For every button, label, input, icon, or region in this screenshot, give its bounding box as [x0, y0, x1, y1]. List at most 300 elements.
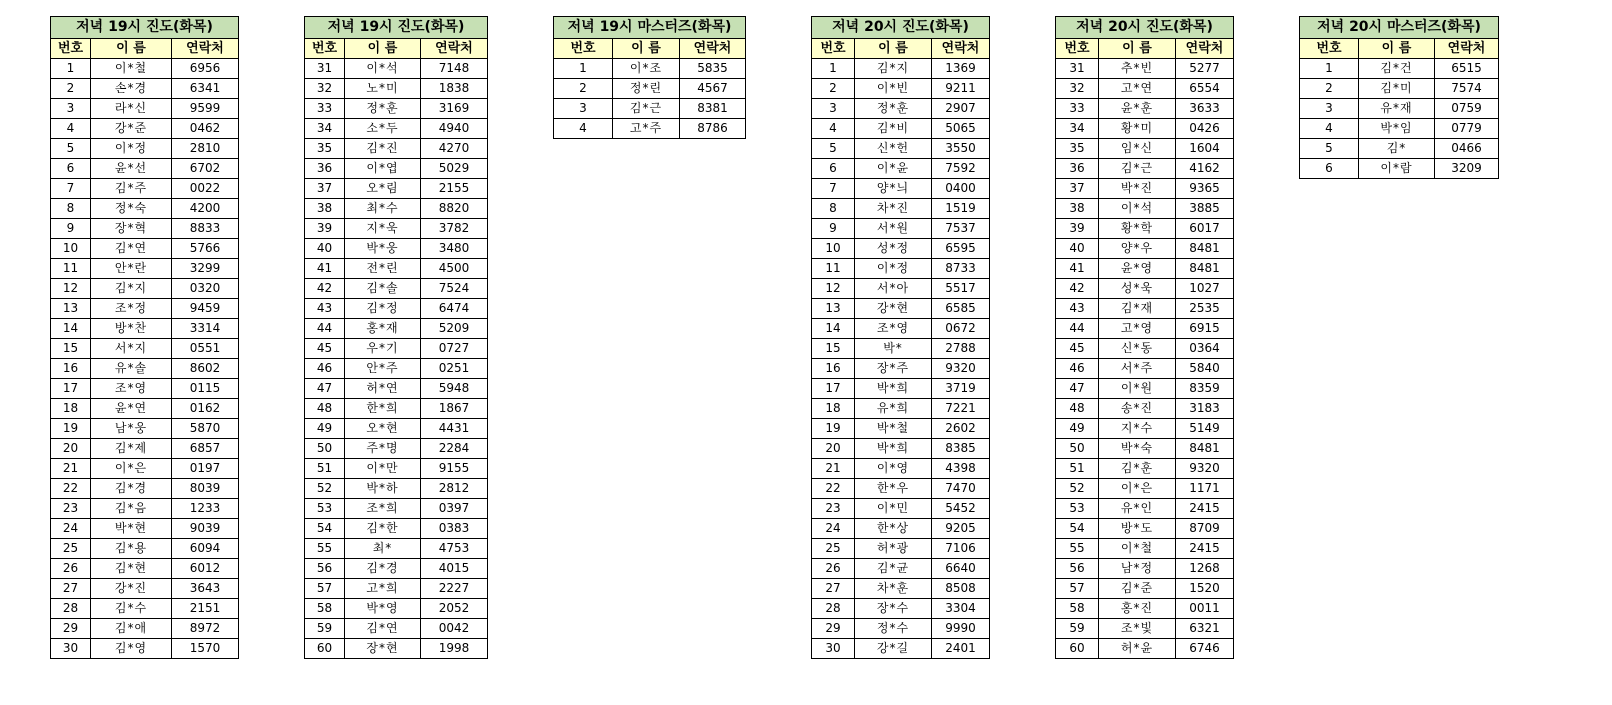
table-row: [812, 119, 990, 139]
member-phone: 0672: [932, 319, 990, 339]
member-phone: 6341: [172, 79, 239, 99]
member-phone: 0400: [932, 179, 990, 199]
row-number: 50: [305, 439, 345, 459]
table-row: [1056, 59, 1234, 79]
table-row: [1056, 479, 1234, 499]
member-phone: 0426: [1176, 119, 1234, 139]
row-number: 14: [51, 319, 91, 339]
table-row: [305, 179, 488, 199]
table-row: [1056, 519, 1234, 539]
member-phone: 5840: [1176, 359, 1234, 379]
member-phone: 4200: [172, 199, 239, 219]
member-phone: 6585: [932, 299, 990, 319]
table-row: [51, 399, 239, 419]
row-number: 13: [51, 299, 91, 319]
member-name: 성*정: [855, 239, 932, 259]
column-header-phone: 연락처: [172, 39, 239, 59]
member-phone: 3304: [932, 599, 990, 619]
table-row: [812, 259, 990, 279]
member-phone: 1171: [1176, 479, 1234, 499]
table-title: 저녁 19시 마스터즈(화목): [554, 17, 746, 39]
member-name: 김*솔: [345, 279, 421, 299]
table-row: [51, 119, 239, 139]
row-number: 49: [305, 419, 345, 439]
roster-table-20-masters: [1299, 16, 1499, 179]
member-phone: 0197: [172, 459, 239, 479]
table-row: [1056, 279, 1234, 299]
column-header-number: 번호: [305, 39, 345, 59]
row-number: 8: [51, 199, 91, 219]
member-name: 박*희: [855, 379, 932, 399]
table-row: [51, 319, 239, 339]
table-row: [51, 379, 239, 399]
row-number: 15: [812, 339, 855, 359]
row-number: 2: [812, 79, 855, 99]
member-phone: 6474: [421, 299, 488, 319]
member-name: 김*미: [1359, 79, 1435, 99]
table-row: [1056, 459, 1234, 479]
roster-table-20-jindo-b: [1055, 16, 1234, 659]
member-name: 이*엽: [345, 159, 421, 179]
table-row: [1056, 139, 1234, 159]
member-phone: 2227: [421, 579, 488, 599]
table-row: [1056, 419, 1234, 439]
row-number: 37: [1056, 179, 1099, 199]
table-row: [812, 399, 990, 419]
member-name: 조*영: [91, 379, 172, 399]
member-name: 지*수: [1099, 419, 1176, 439]
table-row: [305, 459, 488, 479]
row-number: 4: [1300, 119, 1359, 139]
table-row: [51, 439, 239, 459]
row-number: 59: [305, 619, 345, 639]
row-number: 56: [305, 559, 345, 579]
member-name: 김*연: [345, 619, 421, 639]
member-phone: 3314: [172, 319, 239, 339]
row-number: 55: [305, 539, 345, 559]
table-row: [305, 139, 488, 159]
row-number: 28: [51, 599, 91, 619]
table-row: [812, 639, 990, 659]
member-phone: 8733: [932, 259, 990, 279]
member-phone: 5029: [421, 159, 488, 179]
row-number: 48: [305, 399, 345, 419]
table-row: [51, 239, 239, 259]
member-phone: 1519: [932, 199, 990, 219]
member-phone: 9155: [421, 459, 488, 479]
row-number: 16: [51, 359, 91, 379]
row-number: 6: [1300, 159, 1359, 179]
member-phone: 8385: [932, 439, 990, 459]
row-number: 60: [1056, 639, 1099, 659]
member-name: 홍*진: [1099, 599, 1176, 619]
table-row: [812, 519, 990, 539]
table-row: [812, 539, 990, 559]
table-row: [1056, 299, 1234, 319]
member-phone: 8481: [1176, 439, 1234, 459]
roster-table-19-masters: [553, 16, 746, 139]
member-phone: 8709: [1176, 519, 1234, 539]
table-row: [51, 419, 239, 439]
member-phone: 5870: [172, 419, 239, 439]
member-phone: 8602: [172, 359, 239, 379]
row-number: 52: [1056, 479, 1099, 499]
row-number: 9: [812, 219, 855, 239]
table-row: [1300, 159, 1499, 179]
member-name: 김*현: [91, 559, 172, 579]
member-name: 유*인: [1099, 499, 1176, 519]
member-name: 이*철: [1099, 539, 1176, 559]
member-phone: 2907: [932, 99, 990, 119]
table-row: [1300, 79, 1499, 99]
member-phone: 2052: [421, 599, 488, 619]
row-number: 33: [1056, 99, 1099, 119]
member-name: 이*원: [1099, 379, 1176, 399]
member-phone: 0022: [172, 179, 239, 199]
row-number: 57: [1056, 579, 1099, 599]
member-name: 유*재: [1359, 99, 1435, 119]
column-header-name: 이 름: [613, 39, 680, 59]
row-number: 29: [812, 619, 855, 639]
row-number: 38: [305, 199, 345, 219]
row-number: 8: [812, 199, 855, 219]
member-phone: 4940: [421, 119, 488, 139]
table-row: [305, 499, 488, 519]
member-phone: 4162: [1176, 159, 1234, 179]
table-row: [1056, 319, 1234, 339]
table-row: [305, 79, 488, 99]
member-name: 양*늬: [855, 179, 932, 199]
member-phone: 0466: [1435, 139, 1499, 159]
table-row: [305, 639, 488, 659]
member-phone: 8481: [1176, 259, 1234, 279]
table-row: [1056, 359, 1234, 379]
row-number: 10: [812, 239, 855, 259]
member-phone: 9459: [172, 299, 239, 319]
member-name: 홍*재: [345, 319, 421, 339]
member-name: 안*주: [345, 359, 421, 379]
table-row: [1056, 239, 1234, 259]
table-row: [812, 479, 990, 499]
column-header-number: 번호: [554, 39, 613, 59]
member-phone: 0779: [1435, 119, 1499, 139]
table-row: [51, 619, 239, 639]
table-row: [1056, 99, 1234, 119]
column-header-name: 이 름: [1099, 39, 1176, 59]
row-number: 36: [1056, 159, 1099, 179]
table-title: 저녁 19시 진도(화목): [51, 17, 239, 39]
table-row: [812, 279, 990, 299]
member-name: 김*정: [345, 299, 421, 319]
member-name: 소*두: [345, 119, 421, 139]
member-name: 박*임: [1359, 119, 1435, 139]
table-row: [51, 539, 239, 559]
row-number: 57: [305, 579, 345, 599]
row-number: 51: [305, 459, 345, 479]
table-row: [812, 459, 990, 479]
member-name: 김*지: [855, 59, 932, 79]
member-name: 최*: [345, 539, 421, 559]
row-number: 27: [51, 579, 91, 599]
row-number: 52: [305, 479, 345, 499]
member-phone: 5452: [932, 499, 990, 519]
member-name: 송*진: [1099, 399, 1176, 419]
member-phone: 9599: [172, 99, 239, 119]
table-row: [305, 439, 488, 459]
row-number: 50: [1056, 439, 1099, 459]
member-phone: 3183: [1176, 399, 1234, 419]
member-phone: 3299: [172, 259, 239, 279]
row-number: 30: [812, 639, 855, 659]
member-phone: 4500: [421, 259, 488, 279]
roster-table-19-jindo-b: [304, 16, 488, 659]
member-name: 김*진: [345, 139, 421, 159]
column-header-phone: 연락처: [1435, 39, 1499, 59]
table-row: [812, 79, 990, 99]
member-name: 장*혁: [91, 219, 172, 239]
member-phone: 0364: [1176, 339, 1234, 359]
row-number: 45: [1056, 339, 1099, 359]
member-name: 손*경: [91, 79, 172, 99]
member-phone: 1998: [421, 639, 488, 659]
member-phone: 7524: [421, 279, 488, 299]
table-row: [305, 359, 488, 379]
row-number: 22: [51, 479, 91, 499]
member-name: 강*진: [91, 579, 172, 599]
row-number: 53: [305, 499, 345, 519]
member-phone: 3782: [421, 219, 488, 239]
row-number: 18: [51, 399, 91, 419]
row-number: 19: [51, 419, 91, 439]
row-number: 42: [1056, 279, 1099, 299]
table-row: [305, 579, 488, 599]
roster-table-20-jindo-a: [811, 16, 990, 659]
member-name: 황*학: [1099, 219, 1176, 239]
member-name: 한*우: [855, 479, 932, 499]
table-row: [1056, 199, 1234, 219]
table-row: [305, 259, 488, 279]
member-name: 성*욱: [1099, 279, 1176, 299]
row-number: 18: [812, 399, 855, 419]
member-name: 허*윤: [1099, 639, 1176, 659]
row-number: 48: [1056, 399, 1099, 419]
member-phone: 7592: [932, 159, 990, 179]
table-row: [1056, 79, 1234, 99]
member-name: 한*희: [345, 399, 421, 419]
row-number: 56: [1056, 559, 1099, 579]
member-name: 조*영: [855, 319, 932, 339]
table-row: [812, 339, 990, 359]
member-name: 윤*연: [91, 399, 172, 419]
column-header-phone: 연락처: [932, 39, 990, 59]
table-row: [1056, 399, 1234, 419]
member-phone: 6746: [1176, 639, 1234, 659]
member-phone: 1520: [1176, 579, 1234, 599]
member-name: 오*림: [345, 179, 421, 199]
member-phone: 0462: [172, 119, 239, 139]
table-row: [812, 299, 990, 319]
member-name: 김*연: [91, 239, 172, 259]
table-row: [51, 279, 239, 299]
row-number: 21: [812, 459, 855, 479]
member-phone: 4431: [421, 419, 488, 439]
member-phone: 3169: [421, 99, 488, 119]
table-row: [812, 439, 990, 459]
table-row: [305, 599, 488, 619]
row-number: 22: [812, 479, 855, 499]
member-name: 박*현: [91, 519, 172, 539]
member-name: 윤*훈: [1099, 99, 1176, 119]
table-row: [554, 79, 746, 99]
member-phone: 1233: [172, 499, 239, 519]
member-phone: 9205: [932, 519, 990, 539]
member-name: 최*수: [345, 199, 421, 219]
row-number: 21: [51, 459, 91, 479]
table-row: [812, 219, 990, 239]
member-name: 우*기: [345, 339, 421, 359]
member-phone: 1838: [421, 79, 488, 99]
table-row: [812, 59, 990, 79]
member-phone: 6321: [1176, 619, 1234, 639]
row-number: 1: [812, 59, 855, 79]
row-number: 47: [305, 379, 345, 399]
table-row: [812, 99, 990, 119]
member-phone: 3550: [932, 139, 990, 159]
row-number: 4: [812, 119, 855, 139]
member-name: 조*정: [91, 299, 172, 319]
member-phone: 2810: [172, 139, 239, 159]
table-row: [812, 499, 990, 519]
table-row: [305, 519, 488, 539]
table-row: [812, 599, 990, 619]
member-name: 조*희: [345, 499, 421, 519]
member-name: 신*헌: [855, 139, 932, 159]
member-phone: 0397: [421, 499, 488, 519]
member-name: 김*영: [91, 639, 172, 659]
table-row: [51, 559, 239, 579]
column-header-number: 번호: [1300, 39, 1359, 59]
member-phone: 2284: [421, 439, 488, 459]
table-row: [1056, 559, 1234, 579]
row-number: 53: [1056, 499, 1099, 519]
member-phone: 5065: [932, 119, 990, 139]
row-number: 37: [305, 179, 345, 199]
row-number: 24: [812, 519, 855, 539]
row-number: 23: [812, 499, 855, 519]
row-number: 36: [305, 159, 345, 179]
column-header-name: 이 름: [1359, 39, 1435, 59]
row-number: 42: [305, 279, 345, 299]
table-row: [305, 619, 488, 639]
row-number: 27: [812, 579, 855, 599]
member-name: 이*정: [855, 259, 932, 279]
member-phone: 2155: [421, 179, 488, 199]
table-row: [812, 159, 990, 179]
row-number: 40: [1056, 239, 1099, 259]
table-row: [305, 539, 488, 559]
row-number: 15: [51, 339, 91, 359]
roster-table-19-jindo-a: [50, 16, 239, 659]
member-phone: 6595: [932, 239, 990, 259]
member-phone: 9320: [1176, 459, 1234, 479]
member-name: 정*훈: [345, 99, 421, 119]
member-phone: 2602: [932, 419, 990, 439]
member-name: 이*조: [613, 59, 680, 79]
table-row: [1300, 139, 1499, 159]
member-name: 서*아: [855, 279, 932, 299]
member-name: 라*신: [91, 99, 172, 119]
row-number: 3: [554, 99, 613, 119]
member-phone: 2415: [1176, 539, 1234, 559]
row-number: 58: [305, 599, 345, 619]
row-number: 3: [1300, 99, 1359, 119]
table-row: [305, 399, 488, 419]
table-row: [51, 259, 239, 279]
table-row: [305, 339, 488, 359]
table-row: [554, 99, 746, 119]
table-row: [812, 239, 990, 259]
table-row: [812, 359, 990, 379]
member-phone: 5835: [680, 59, 746, 79]
member-phone: 6857: [172, 439, 239, 459]
member-name: 서*원: [855, 219, 932, 239]
member-phone: 7574: [1435, 79, 1499, 99]
row-number: 17: [51, 379, 91, 399]
member-name: 방*도: [1099, 519, 1176, 539]
member-name: 노*미: [345, 79, 421, 99]
member-name: 허*광: [855, 539, 932, 559]
member-name: 황*미: [1099, 119, 1176, 139]
member-name: 김*근: [613, 99, 680, 119]
member-phone: 0162: [172, 399, 239, 419]
row-number: 44: [305, 319, 345, 339]
table-row: [305, 119, 488, 139]
row-number: 13: [812, 299, 855, 319]
row-number: 39: [1056, 219, 1099, 239]
member-phone: 9990: [932, 619, 990, 639]
member-phone: 6702: [172, 159, 239, 179]
member-phone: 2788: [932, 339, 990, 359]
member-name: 허*연: [345, 379, 421, 399]
member-phone: 4753: [421, 539, 488, 559]
row-number: 17: [812, 379, 855, 399]
table-row: [1056, 439, 1234, 459]
member-name: 남*정: [1099, 559, 1176, 579]
member-phone: 7537: [932, 219, 990, 239]
member-phone: 6012: [172, 559, 239, 579]
member-name: 박*숙: [1099, 439, 1176, 459]
row-number: 34: [1056, 119, 1099, 139]
member-phone: 0383: [421, 519, 488, 539]
member-phone: 8481: [1176, 239, 1234, 259]
member-name: 김*균: [855, 559, 932, 579]
member-name: 이*석: [345, 59, 421, 79]
table-row: [1056, 259, 1234, 279]
table-row: [1300, 119, 1499, 139]
table-row: [554, 119, 746, 139]
table-row: [1300, 59, 1499, 79]
table-row: [1056, 499, 1234, 519]
member-name: 장*수: [855, 599, 932, 619]
member-phone: 0011: [1176, 599, 1234, 619]
member-name: 고*희: [345, 579, 421, 599]
table-row: [812, 139, 990, 159]
row-number: 6: [51, 159, 91, 179]
member-name: 차*훈: [855, 579, 932, 599]
table-row: [305, 299, 488, 319]
table-row: [812, 379, 990, 399]
member-name: 이*만: [345, 459, 421, 479]
